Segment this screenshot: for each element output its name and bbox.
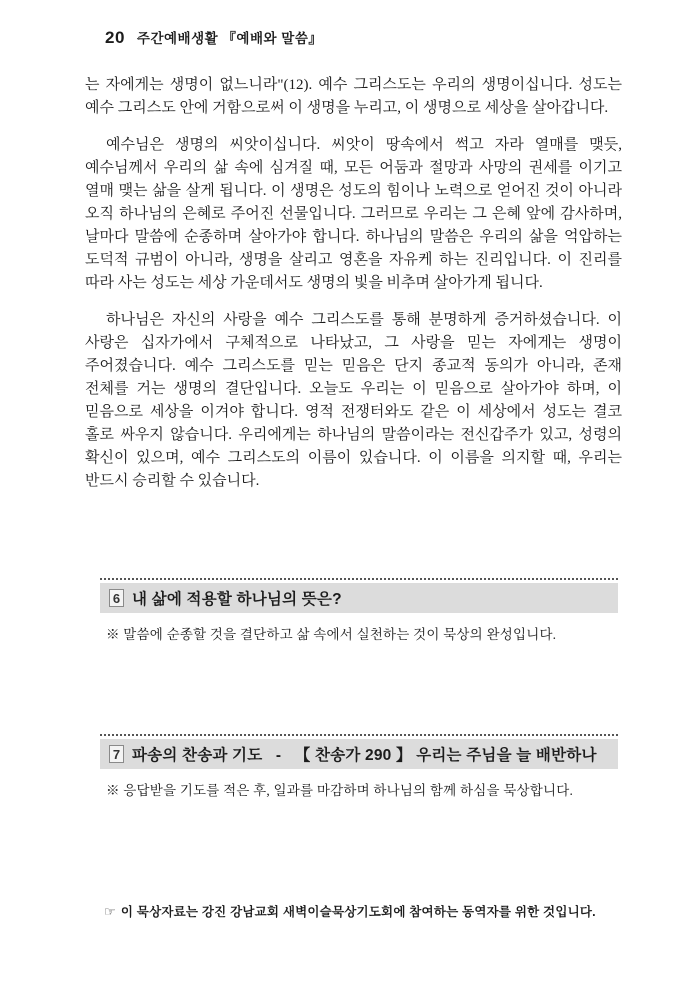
section-7-title: 파송의 찬송과 기도 - 【 찬송가 290 】 우리는 주님을 늘 배반하나	[132, 747, 597, 764]
section-7-header-bar	[100, 739, 618, 769]
book-title: 주간예배생활 『예배와 말씀』	[136, 31, 323, 46]
section-7-note: ※ 응답받을 기도를 적은 후, 일과를 마감하며 하나님의 함께 하심을 묵상합니다.	[106, 783, 574, 798]
page-footer	[104, 902, 596, 920]
page-number: 20	[105, 28, 125, 47]
manicule-icon: ☞	[104, 904, 116, 919]
section-closing-hymn	[100, 734, 618, 799]
paragraph-2: 예수님은 생명의 씨앗이십니다. 씨앗이 땅속에서 썩고 자라 열매를 맺듯, 예수님께서 우리의 삶 속에 심겨질 때, 모든 어둠과 절망과 사망의 권세를 이기고 열매 맺는 삶을 살게 됩니다. 이 생명은 성도의 힘이나 노력으로 얻어진 것이 아니라 오직 하나님의 은혜로 주어진 선물입니다. 그러므로 우리는 그 은혜 앞에 감사하며, 날마다 말씀에 순종하며 살아가야 합니다. 하나님의 말씀은 우리의 삶을 억압하는 도덕적 규범이 아니라, 생명을 살리고 영혼을 자유케 하는 진리입니다. 이 진리를 따라 사는 성도는 세상 가운데서도 생명의 빛을 비추며 살아가게 됩니다.	[85, 137, 622, 291]
footer-text: 이 묵상자료는 강진 강남교회 새벽이슬묵상기도회에 참여하는 동역자를 위한 것입니다.	[120, 905, 596, 919]
paragraph-3: 하나님은 자신의 사랑을 예수 그리스도를 통해 분명하게 증거하셨습니다. 이 사랑은 십자가에서 구체적으로 나타났고, 그 사랑을 믿는 자에게는 생명이 주어졌습니다. 예수 그리스도를 믿는 믿음은 단지 종교적 동의가 아니라, 존재 전체를 거는 생명의 결단입니다. 오늘도 우리는 이 믿음으로 살아가야 하며, 이 믿음으로 세상을 이겨야 합니다. 영적 전쟁터와도 같은 이 세상에서 성도는 결코 홀로 싸우지 않습니다. 우리에게는 하나님의 말씀이라는 전신갑주가 있고, 성령의 확신이 있으며, 예수 그리스도의 이름이 있습니다. 이 이름을 의지할 때, 우리는 반드시 승리할 수 있습니다.	[85, 312, 622, 489]
page-header	[105, 27, 322, 48]
section-6-title: 내 삶에 적용할 하나님의 뜻은?	[132, 591, 342, 608]
paragraph-1: 는 자에게는 생명이 없느니라"(12). 예수 그리스도는 우리의 생명이십니다. 성도는 예수 그리스도 안에 거함으로써 이 생명을 누리고, 이 생명으로 세상을 살아갑니다.	[85, 77, 622, 116]
section-6-header-bar	[100, 583, 618, 613]
section-6-note: ※ 말씀에 순종할 것을 결단하고 삶 속에서 실천하는 것이 묵상의 완성입니다.	[106, 627, 557, 642]
section-6-number-box: 6	[109, 589, 124, 607]
section-application	[100, 578, 618, 643]
section-7-number-box: 7	[109, 745, 124, 763]
body-text	[85, 74, 622, 507]
